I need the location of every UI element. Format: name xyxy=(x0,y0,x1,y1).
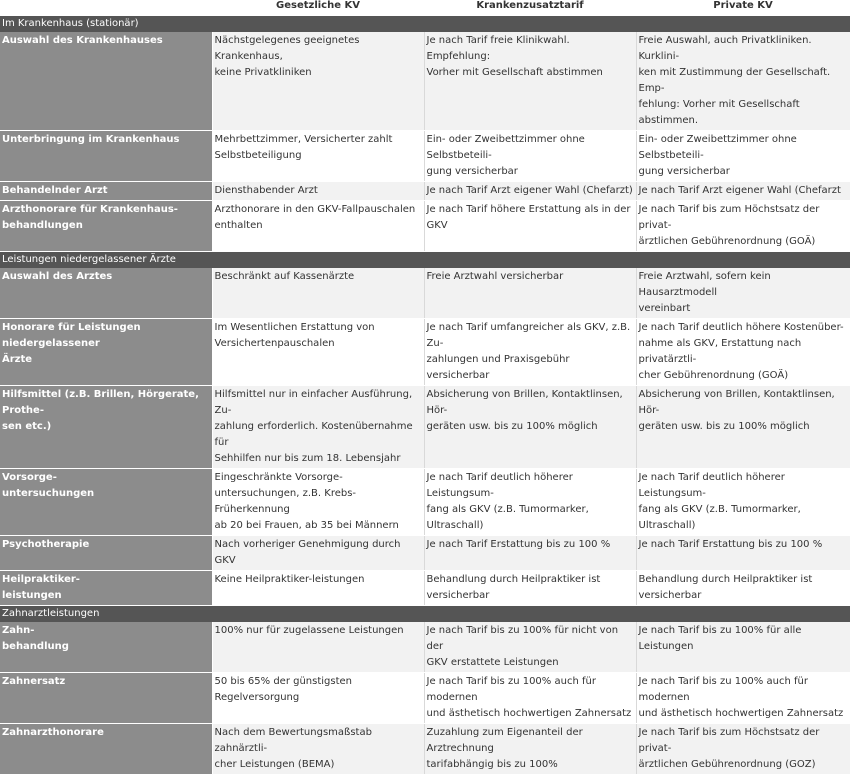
cell-zusatz: Je nach Tarif freie Klinikwahl. Empfehlung: Vorher mit Gesellschaft abstimmen xyxy=(424,32,636,131)
cell-pkv: Je nach Tarif Erstattung bis zu 100 % xyxy=(636,536,850,571)
cell-zusatz: Freie Arztwahl versicherbar xyxy=(424,268,636,319)
table-row xyxy=(0,571,850,606)
cell-zusatz: Je nach Tarif bis zu 100% auch für modernen und ästhetisch hochwertigen Zahnersatz xyxy=(424,673,636,724)
cell-gkv: Diensthabender Arzt xyxy=(212,182,424,201)
cell-zusatz: Je nach Tarif umfangreicher als GKV, z.B. Zu- zahlungen und Praxisgebühr versicherbar xyxy=(424,319,636,386)
row-label: Honorare für Leistungen niedergelassener Ärzte xyxy=(0,319,212,386)
table-row xyxy=(0,32,850,131)
row-label: Vorsorge- untersuchungen xyxy=(0,469,212,536)
row-label: Auswahl des Krankenhauses xyxy=(0,32,212,131)
table-row xyxy=(0,469,850,536)
cell-pkv: Freie Arztwahl, sofern kein Hausarztmodell vereinbart xyxy=(636,268,850,319)
cell-pkv: Ein- oder Zweibettzimmer ohne Selbstbeteili- gung versicherbar xyxy=(636,131,850,182)
section-title: Im Krankenhaus (stationär) xyxy=(0,16,850,32)
cell-zusatz: Je nach Tarif deutlich höherer Leistungsum- fang als GKV (z.B. Tumormarker, Ultraschall) xyxy=(424,469,636,536)
header-private-kv: Private KV xyxy=(713,0,773,11)
cell-pkv: Je nach Tarif bis zu 100% für alle Leistungen xyxy=(636,622,850,673)
cell-gkv: Arzthonorare in den GKV-Fallpauschalen enthalten xyxy=(212,201,424,252)
row-label: Behandelnder Arzt xyxy=(0,182,212,201)
row-label: Heilpraktiker- leistungen xyxy=(0,571,212,606)
header-krankenzusatztarif: Krankenzusatztarif xyxy=(476,0,584,11)
table-row xyxy=(0,622,850,673)
cell-gkv: Nächstgelegenes geeignetes Krankenhaus, keine Privatkliniken xyxy=(212,32,424,131)
cell-pkv: Je nach Tarif deutlich höherer Leistungsum- fang als GKV (z.B. Tumormarker, Ultraschall) xyxy=(636,469,850,536)
cell-pkv: Je nach Tarif bis zum Höchstsatz der privat- ärztlichen Gebührenordnung (GOZ) xyxy=(636,724,850,775)
row-label: Zahnersatz xyxy=(0,673,212,724)
section-header xyxy=(0,252,850,269)
section-title: Leistungen niedergelassener Ärzte xyxy=(0,252,850,269)
row-label: Zahnarzthonorare xyxy=(0,724,212,775)
cell-gkv: 100% nur für zugelassene Leistungen xyxy=(212,622,424,673)
cell-zusatz: Ein- oder Zweibettzimmer ohne Selbstbeteili- gung versicherbar xyxy=(424,131,636,182)
section-header xyxy=(0,16,850,32)
cell-gkv: 50 bis 65% der günstigsten Regelversorgung xyxy=(212,673,424,724)
cell-zusatz: Je nach Tarif Arzt eigener Wahl (Chefarzt) xyxy=(424,182,636,201)
header-empty xyxy=(0,0,212,16)
cell-zusatz: Absicherung von Brillen, Kontaktlinsen, Hör- geräten usw. bis zu 100% möglich xyxy=(424,386,636,469)
section-title: Zahnarztleistungen xyxy=(0,606,850,623)
table-row xyxy=(0,536,850,571)
cell-zusatz: Behandlung durch Heilpraktiker ist versicherbar xyxy=(424,571,636,606)
cell-pkv: Freie Auswahl, auch Privatkliniken. Kurklini- ken mit Zustimmung der Gesellschaft. Emp- fehlung: Vorher mit Gesellschaft abstimmen. xyxy=(636,32,850,131)
row-label: Psychotherapie xyxy=(0,536,212,571)
cell-zusatz: Je nach Tarif Erstattung bis zu 100 % xyxy=(424,536,636,571)
table-row xyxy=(0,673,850,724)
row-label: Auswahl des Arztes xyxy=(0,268,212,319)
row-label: Zahn- behandlung xyxy=(0,622,212,673)
cell-pkv: Je nach Tarif deutlich höhere Kostenüber- nahme als GKV, Erstattung nach privatärztli- cher Gebührenordnung (GOÄ) xyxy=(636,319,850,386)
cell-zusatz: Je nach Tarif bis zu 100% für nicht von der GKV erstattete Leistungen xyxy=(424,622,636,673)
header-gesetzliche-kv: Gesetzliche KV xyxy=(276,0,360,11)
cell-pkv: Je nach Tarif bis zu 100% auch für modernen und ästhetisch hochwertigen Zahnersatz xyxy=(636,673,850,724)
table-row xyxy=(0,268,850,319)
row-label: Hilfsmittel (z.B. Brillen, Hörgerate, Prothe- sen etc.) xyxy=(0,386,212,469)
cell-gkv: Mehrbettzimmer, Versicherter zahlt Selbstbeteiligung xyxy=(212,131,424,182)
cell-gkv: Hilfsmittel nur in einfacher Ausführung, Zu- zahlung erforderlich. Kostenübernahme für Sehhilfen nur bis zum 18. Lebensjahr xyxy=(212,386,424,469)
table-row xyxy=(0,319,850,386)
cell-pkv: Absicherung von Brillen, Kontaktlinsen, Hör- geräten usw. bis zu 100% möglich xyxy=(636,386,850,469)
cell-pkv: Je nach Tarif Arzt eigener Wahl (Chefarzt xyxy=(636,182,850,201)
cell-gkv: Nach dem Bewertungsmaßstab zahnärztli- cher Leistungen (BEMA) xyxy=(212,724,424,775)
row-label: Arzthonorare für Krankenhaus- behandlungen xyxy=(0,201,212,252)
cell-zusatz: Zuzahlung zum Eigenanteil der Arztrechnung tarifabhängig bis zu 100% xyxy=(424,724,636,775)
table-row xyxy=(0,182,850,201)
section-header xyxy=(0,606,850,623)
cell-zusatz: Je nach Tarif höhere Erstattung als in der GKV xyxy=(424,201,636,252)
table-row xyxy=(0,724,850,775)
table-row xyxy=(0,386,850,469)
table-row xyxy=(0,131,850,182)
cell-gkv: Keine Heilpraktiker-leistungen xyxy=(212,571,424,606)
cell-gkv: Eingeschränkte Vorsorge- untersuchungen, z.B. Krebs-Früherkennung ab 20 bei Frauen, ab 35 bei Männern xyxy=(212,469,424,536)
cell-gkv: Im Wesentlichen Erstattung von Versichertenpauschalen xyxy=(212,319,424,386)
cell-pkv: Je nach Tarif bis zum Höchstsatz der privat- ärztlichen Gebührenordnung (GOÄ) xyxy=(636,201,850,252)
table-header-row xyxy=(0,0,850,16)
row-label: Unterbringung im Krankenhaus xyxy=(0,131,212,182)
cell-gkv: Beschränkt auf Kassenärzte xyxy=(212,268,424,319)
cell-pkv: Behandlung durch Heilpraktiker ist versicherbar xyxy=(636,571,850,606)
table-row xyxy=(0,201,850,252)
cell-gkv: Nach vorheriger Genehmigung durch GKV xyxy=(212,536,424,571)
